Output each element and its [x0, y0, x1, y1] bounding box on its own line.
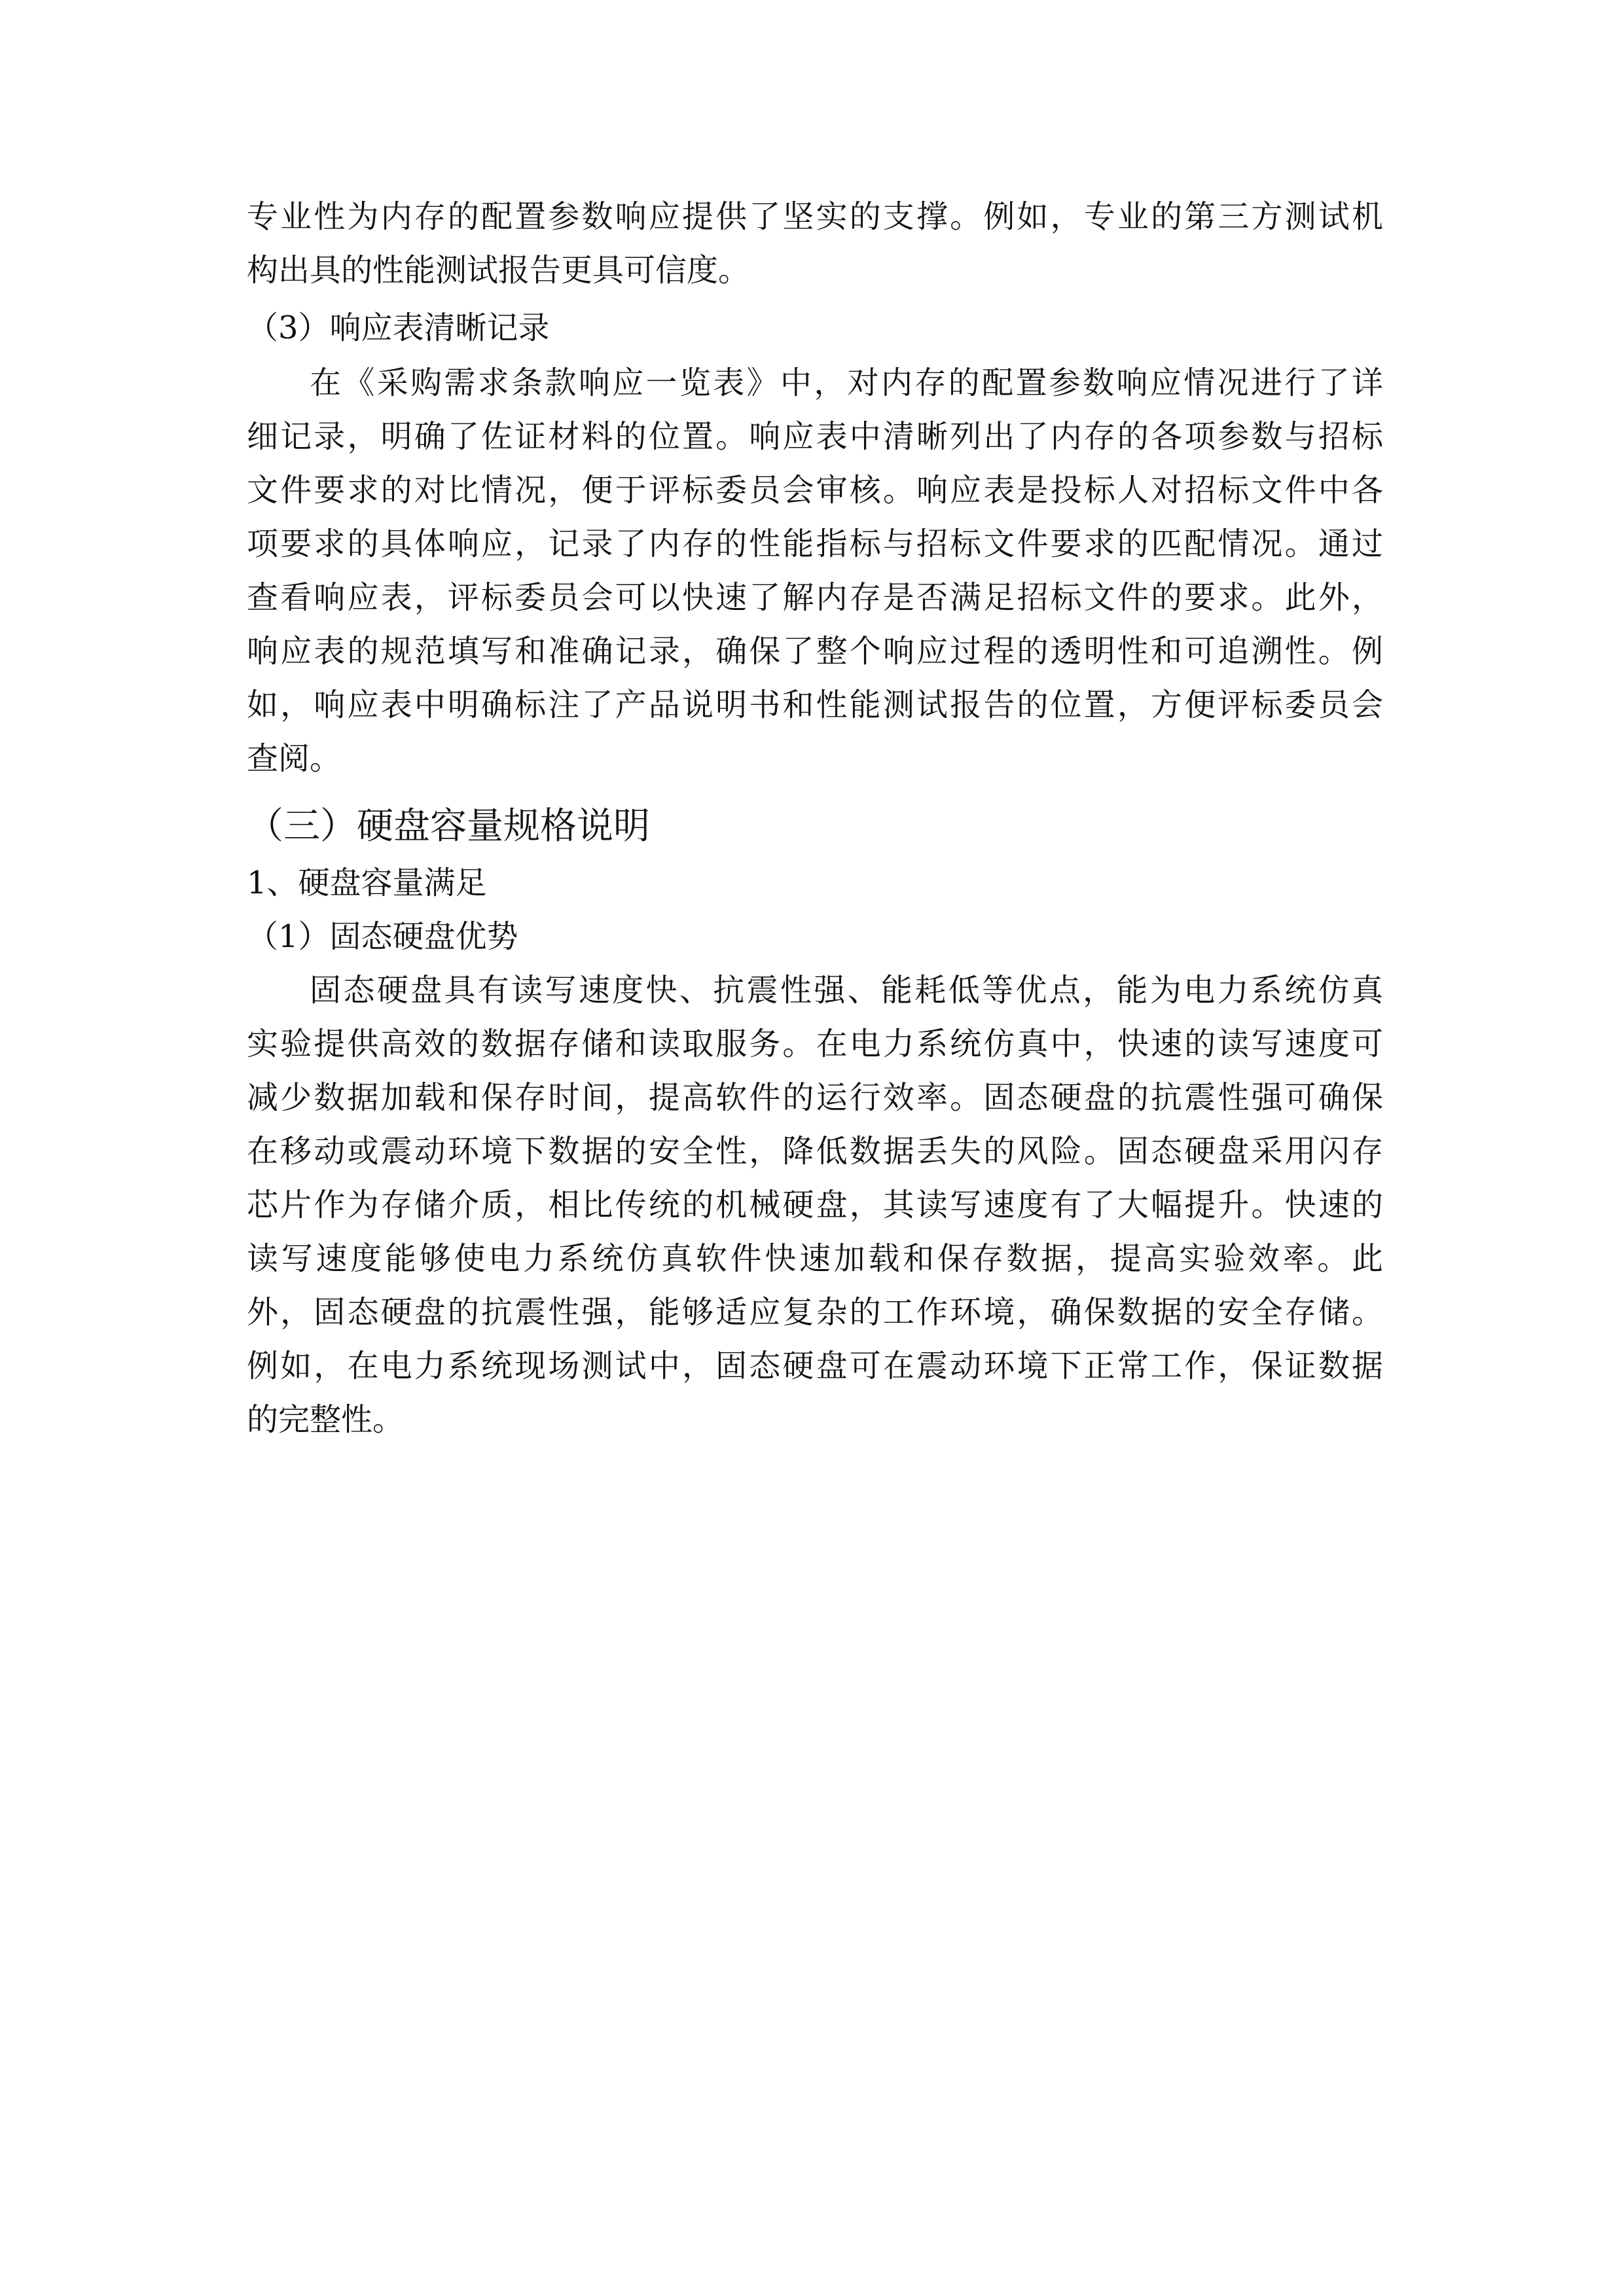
body-line: 文件要求的对比情况，便于评标委员会审核。响应表是投标人对招标文件中各	[247, 472, 1383, 509]
body-line: 芯片作为存储介质，相比传统的机械硬盘，其读写速度有了大幅提升。快速的	[247, 1187, 1383, 1223]
body-line: 专业性为内存的配置参数响应提供了坚实的支撑。例如，专业的第三方测试机	[247, 198, 1383, 235]
body-line: 外，固态硬盘的抗震性强，能够适应复杂的工作环境，确保数据的安全存储。	[247, 1294, 1383, 1331]
body-line: 固态硬盘具有读写速度快、抗震性强、能耗低等优点，能为电力系统仿真	[310, 972, 1383, 1009]
body-line: 在《采购需求条款响应一览表》中，对内存的配置参数响应情况进行了详	[310, 365, 1383, 401]
body-line: 读写速度能够使电力系统仿真软件快速加载和保存数据，提高实验效率。此	[247, 1240, 1383, 1277]
body-line: 查阅。	[247, 740, 342, 777]
body-line: 如，响应表中明确标注了产品说明书和性能测试报告的位置，方便评标委员会	[247, 687, 1383, 723]
section-heading: （三）硬盘容量规格说明	[247, 805, 650, 848]
body-line: 实验提供高效的数据存储和读取服务。在电力系统仿真中，快速的读写速度可	[247, 1026, 1383, 1062]
body-line: 项要求的具体响应，记录了内存的性能指标与招标文件要求的匹配情况。通过	[247, 526, 1383, 562]
body-line: 响应表的规范填写和准确记录，确保了整个响应过程的透明性和可追溯性。例	[247, 633, 1383, 670]
subsection-heading: 1、硬盘容量满足	[247, 865, 487, 901]
body-line: 构出具的性能测试报告更具可信度。	[247, 252, 750, 289]
body-line: 减少数据加载和保存时间，提高软件的运行效率。固态硬盘的抗震性强可确保	[247, 1079, 1383, 1116]
item-heading-1: （1）固态硬盘优势	[247, 918, 518, 955]
body-line: 例如，在电力系统现场测试中，固态硬盘可在震动环境下正常工作，保证数据	[247, 1348, 1383, 1384]
document-page	[247, 190, 1383, 1446]
body-line: 的完整性。	[247, 1401, 405, 1438]
body-line: 细记录，明确了佐证材料的位置。响应表中清晰列出了内存的各项参数与招标	[247, 418, 1383, 455]
body-line: 在移动或震动环境下数据的安全性，降低数据丢失的风险。固态硬盘采用闪存	[247, 1133, 1383, 1170]
body-line: 查看响应表，评标委员会可以快速了解内存是否满足招标文件的要求。此外，	[247, 579, 1383, 616]
item-heading-3: （3）响应表清晰记录	[247, 310, 550, 346]
